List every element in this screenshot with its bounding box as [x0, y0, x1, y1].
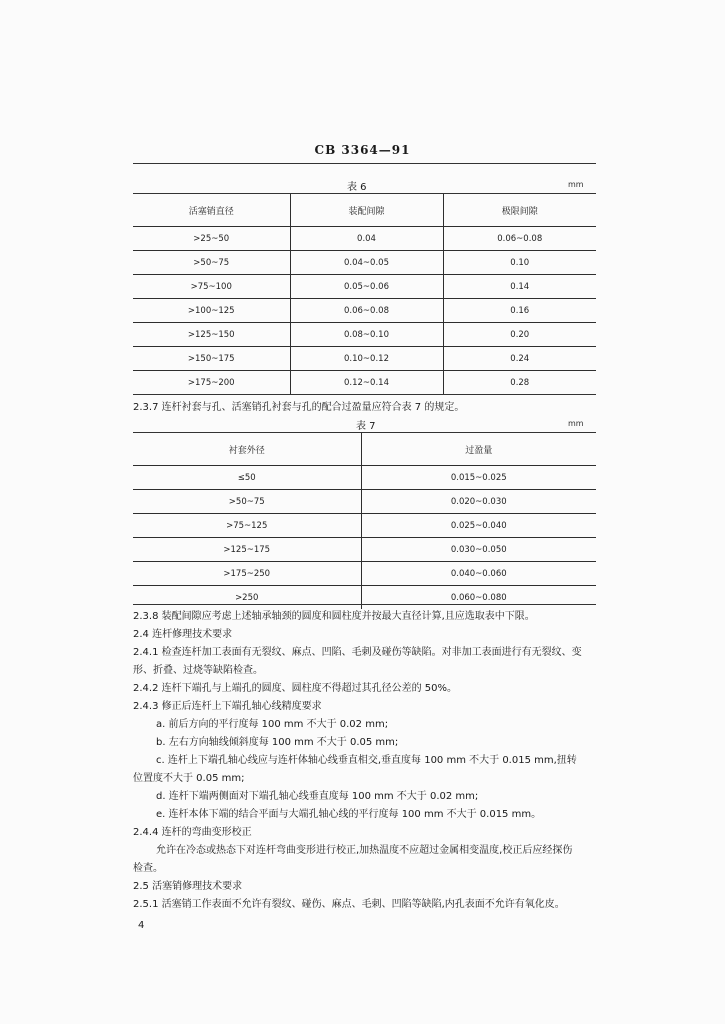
clause-2-4-1: 2.4.1 检查连杆加工表面有无裂纹、麻点、凹陷、毛刺及碰伤等缺陷。对非加工表面进行有无裂纹、变	[133, 647, 582, 658]
item-a: a. 前后方向的平行度每 100 mm 不大于 0.02 mm;	[156, 719, 389, 730]
table-cell: 0.04	[290, 227, 443, 251]
clause-2-5-1: 2.5.1 活塞销工作表面不允许有裂纹、碰伤、麻点、毛刺、凹陷等缺陷,内孔表面不允许有氧化皮。	[133, 899, 565, 910]
table-cell: 0.06~0.08	[290, 299, 443, 323]
table-header-cell: 装配间隙	[290, 194, 443, 227]
table6-unit: mm	[568, 180, 584, 189]
header-rule	[133, 163, 596, 164]
table-row	[133, 514, 596, 538]
table-cell: 0.14	[443, 275, 596, 299]
standard-number: CB 3364—91	[314, 143, 411, 157]
table-cell: >175~200	[187, 377, 235, 388]
table-cell: >25~50	[133, 227, 290, 251]
section-2-5-title: 2.5 活塞销修理技术要求	[133, 881, 243, 892]
table-row	[133, 466, 596, 490]
table-cell: 0.10	[443, 251, 596, 275]
table-cell: >100~125	[133, 299, 290, 323]
clause-2-3-8: 2.3.8 装配间隙应考虑上述轴承轴颈的圆度和圆柱度并按最大直径计算,且应选取表中下限。	[133, 611, 535, 622]
clause-2-3-7: 2.3.7 连杆衬套与孔、活塞销孔衬套与孔的配合过盈量应符合表 7 的规定。	[133, 402, 465, 413]
table-cell: >50~75	[133, 490, 361, 514]
table-header-cell: 极限间隙	[443, 194, 596, 227]
table-cell: >50~75	[133, 251, 290, 275]
clause-2-4-1-cont: 形、折叠、过烧等缺陷检查。	[133, 665, 263, 676]
table-cell: 0.16	[443, 299, 596, 323]
table-cell: 0.060~0.080	[361, 586, 596, 610]
item-d: d. 连杆下端两侧面对下端孔轴心线垂直度每 100 mm 不大于 0.02 mm;	[156, 791, 479, 802]
table-row	[133, 323, 596, 347]
table-row	[133, 538, 596, 562]
page-number: 4	[138, 920, 145, 931]
table-cell: 0.20	[443, 323, 596, 347]
table-cell: 0.025~0.040	[361, 514, 596, 538]
table-cell: >150~175	[133, 347, 290, 371]
table-header-cell: 活塞销直径	[133, 194, 290, 227]
table-cell: 0.015~0.025	[361, 466, 596, 490]
item-e: e. 连杆本体下端的结合平面与大端孔轴心线的平行度每 100 mm 不大于 0.015 mm。	[156, 809, 542, 820]
table-cell: 0.08~0.10	[290, 323, 443, 347]
table-row	[133, 251, 596, 275]
table-row	[133, 299, 596, 323]
table-cell: 0.040~0.060	[361, 562, 596, 586]
table-cell: 0.28	[443, 371, 596, 395]
item-b: b. 左右方向轴线倾斜度每 100 mm 不大于 0.05 mm;	[156, 737, 399, 748]
section-2-4-title: 2.4 连杆修理技术要求	[133, 629, 233, 640]
table-cell: >75~100	[133, 275, 290, 299]
table-cell: 0.06~0.08	[443, 227, 596, 251]
item-c-cont: 位置度不大于 0.05 mm;	[133, 773, 245, 784]
clause-2-4-3: 2.4.3 修正后连杆上下端孔轴心线精度要求	[133, 701, 322, 712]
table-cell: 0.12~0.14	[290, 371, 443, 395]
table-cell: 0.04~0.05	[290, 251, 443, 275]
table-7	[133, 433, 596, 609]
table-cell: >125~150	[133, 323, 290, 347]
table-row	[133, 490, 596, 514]
table7-bottom-rule	[133, 604, 596, 605]
table-cell: ≤50	[133, 466, 361, 490]
table-row	[133, 347, 596, 371]
table-cell: >125~175	[133, 538, 361, 562]
table-row	[133, 275, 596, 299]
table-header-row	[133, 433, 596, 466]
table-cell: 0.020~0.030	[361, 490, 596, 514]
table-header-cell: 过盈量	[361, 433, 596, 466]
table-cell: >250	[235, 592, 259, 603]
table-row	[133, 562, 596, 586]
clause-2-4-4-text: 允许在冷态或热态下对连杆弯曲变形进行校正,加热温度不应超过金属相变温度,校正后应经探伤	[156, 845, 573, 856]
table-cell: >175~250	[133, 562, 361, 586]
clause-2-4-4: 2.4.4 连杆的弯曲变形校正	[133, 827, 252, 838]
clause-2-4-4-cont: 检查。	[133, 863, 163, 874]
table-row	[133, 371, 596, 395]
table-cell: 0.10~0.12	[290, 347, 443, 371]
table6-bottom-rule	[133, 394, 596, 395]
table-header-row	[133, 194, 596, 227]
table-header-cell: 衬套外径	[133, 433, 361, 466]
table-row	[133, 586, 596, 610]
table-6	[133, 194, 596, 394]
table-cell: 0.24	[443, 347, 596, 371]
table7-unit: mm	[568, 419, 584, 428]
table7-caption: 表 7	[356, 421, 376, 432]
table-cell: 0.030~0.050	[361, 538, 596, 562]
table-row	[133, 227, 596, 251]
clause-2-4-2: 2.4.2 连杆下端孔与上端孔的圆度、圆柱度不得超过其孔径公差的 50%。	[133, 683, 458, 694]
item-c: c. 连杆上下端孔轴心线应与连杆体轴心线垂直相交,垂直度每 100 mm 不大于 0.015 mm,扭转	[156, 755, 577, 766]
table-cell: 0.05~0.06	[290, 275, 443, 299]
table-cell: >75~125	[133, 514, 361, 538]
table6-caption: 表 6	[347, 182, 367, 193]
